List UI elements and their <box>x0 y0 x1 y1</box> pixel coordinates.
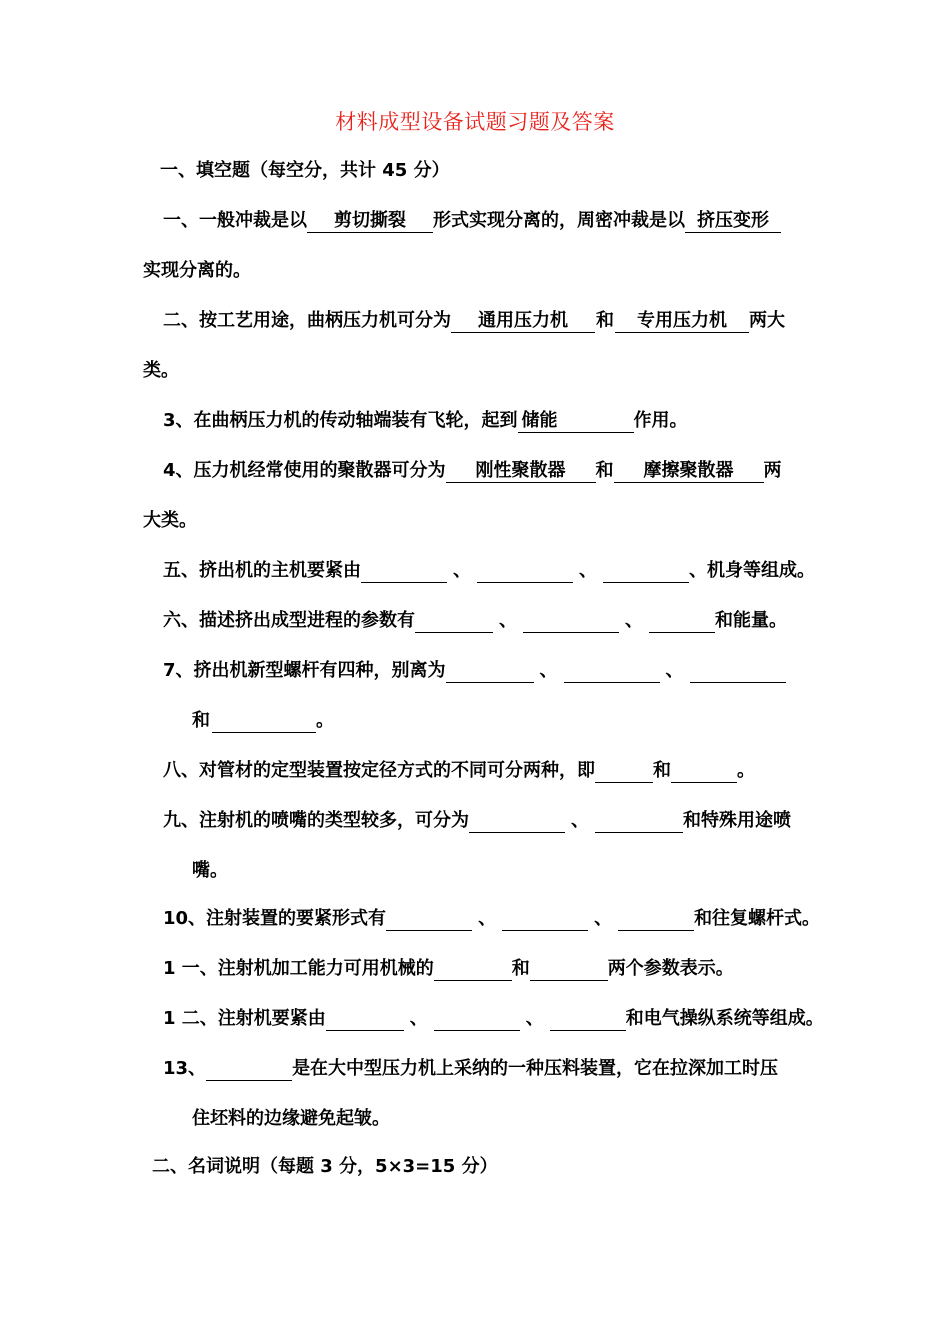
question-6-line <box>163 606 787 636</box>
question-13-text: 是在大中型压力机上采纳的一种压料装置，它在拉深加工时压 <box>292 1058 779 1079</box>
section-2-heading: 二、名词说明（每题 3 分，5×3=15 分） <box>152 1156 498 1177</box>
question-11-line <box>163 954 734 984</box>
question-1-line-2: 实现分离的。 <box>143 260 251 281</box>
question-7-sep-2: 、 <box>665 660 684 681</box>
question-9-blank-2 <box>595 806 683 833</box>
question-5-blank-3 <box>603 556 689 583</box>
question-11-blank-1 <box>434 954 512 981</box>
question-5-blank-1 <box>361 556 447 583</box>
question-7-end: 。 <box>316 710 334 731</box>
question-1-text-2: 形式实现分离的，周密冲裁是以 <box>433 210 685 231</box>
question-9-line-2: 嘴。 <box>192 860 228 881</box>
question-12-text-2: 和电气操纵系统等组成。 <box>625 1008 824 1029</box>
question-8-line <box>163 756 755 786</box>
question-9-line-1 <box>163 806 791 836</box>
question-12-text: 1 二、注射机要紧由 <box>163 1008 326 1029</box>
question-12-blank-2 <box>434 1004 520 1031</box>
question-4-text: 4、压力机经常使用的聚散器可分为 <box>163 460 446 481</box>
question-8-blank-2 <box>671 756 737 783</box>
question-8-end: 。 <box>737 760 755 781</box>
question-4-and: 和 <box>595 460 614 481</box>
question-6-blank-1 <box>415 606 493 633</box>
question-4-line-2: 大类。 <box>143 510 197 531</box>
question-6-sep-1: 、 <box>499 610 517 631</box>
question-2-line-1 <box>163 306 785 336</box>
question-13-blank-1 <box>206 1054 292 1081</box>
question-10-text-2: 和往复螺杆式。 <box>694 908 821 929</box>
question-10-sep-1: 、 <box>478 908 497 929</box>
question-5-line <box>163 556 815 586</box>
question-2-answer-1: 通用压力机 <box>451 306 595 333</box>
question-5-blank-2 <box>477 556 573 583</box>
question-1-text: 一、一般冲裁是以 <box>163 210 307 231</box>
question-5-sep-2: 、 <box>579 560 597 581</box>
question-6-blank-2 <box>523 606 619 633</box>
question-12-sep-2: 、 <box>525 1008 544 1029</box>
question-13-number: 13、 <box>163 1058 207 1079</box>
question-10-sep-2: 、 <box>594 908 613 929</box>
question-8-text: 八、对管材的定型装置按定径方式的不同可分两种，即 <box>163 760 595 781</box>
question-13-line-2: 住坯料的边缘避免起皱。 <box>192 1108 390 1129</box>
question-6-sep-2: 、 <box>625 610 643 631</box>
section-1-heading: 一、填空题（每空分，共计 45 分） <box>160 160 450 181</box>
question-4-answer-2: 摩擦聚散器 <box>614 456 764 483</box>
question-2-answer-2: 专用压力机 <box>615 306 749 333</box>
question-7-sep-1: 、 <box>539 660 558 681</box>
question-9-text: 九、注射机的喷嘴的类型较多，可分为 <box>163 810 469 831</box>
question-13-line-1 <box>163 1054 778 1084</box>
question-9-sep-1: 、 <box>571 810 589 831</box>
question-10-line <box>163 904 820 934</box>
question-3-answer: 储能 <box>518 406 634 433</box>
question-9-text-2: 和特殊用途喷 <box>683 810 791 831</box>
question-7-line-2 <box>192 706 334 736</box>
question-2-text: 二、按工艺用途，曲柄压力机可分为 <box>163 310 451 331</box>
question-7-blank-2 <box>564 656 660 683</box>
question-12-blank-1 <box>326 1004 404 1031</box>
question-4-text-3: 两 <box>763 460 782 481</box>
question-6-text: 六、描述挤出成型进程的参数有 <box>163 610 415 631</box>
question-5-text: 五、挤出机的主机要紧由 <box>163 560 361 581</box>
question-2-line-2: 类。 <box>143 360 179 381</box>
question-11-text: 1 一、注射机加工能力可用机械的 <box>163 958 434 979</box>
question-4-answer-1: 刚性聚散器 <box>446 456 596 483</box>
question-11-text-2: 两个参数表示。 <box>607 958 734 979</box>
question-12-sep-1: 、 <box>409 1008 428 1029</box>
question-1-answer-1: 剪切撕裂 <box>307 206 433 233</box>
question-9-blank-1 <box>469 806 565 833</box>
question-5-text-2: 、机身等组成。 <box>689 560 815 581</box>
question-10-blank-2 <box>502 904 588 931</box>
question-3-text-2: 作用。 <box>633 410 688 431</box>
question-7-and: 和 <box>192 710 210 731</box>
question-3-line <box>163 406 688 436</box>
question-11-and: 和 <box>511 958 530 979</box>
question-8-and: 和 <box>653 760 671 781</box>
document-title: 材料成型设备试题习题及答案 <box>335 110 615 134</box>
question-10-text: 10、注射装置的要紧形式有 <box>163 908 387 929</box>
question-12-line <box>163 1004 824 1034</box>
question-3-text: 3、在曲柄压力机的传动轴端装有飞轮，起到 <box>163 410 518 431</box>
question-10-blank-3 <box>618 904 694 931</box>
question-7-blank-3 <box>690 656 786 683</box>
question-5-sep-1: 、 <box>453 560 471 581</box>
question-2-and: 和 <box>596 310 614 331</box>
question-6-blank-3 <box>649 606 715 633</box>
question-7-text: 7、挤出机新型螺杆有四种，别离为 <box>163 660 446 681</box>
question-11-blank-2 <box>530 954 608 981</box>
question-2-text-3: 两大 <box>749 310 785 331</box>
question-10-blank-1 <box>386 904 472 931</box>
question-8-blank-1 <box>595 756 653 783</box>
question-12-blank-3 <box>550 1004 626 1031</box>
question-4-line-1 <box>163 456 782 486</box>
question-7-blank-1 <box>446 656 534 683</box>
question-1-answer-2: 挤压变形 <box>685 206 781 233</box>
question-1-line-1 <box>163 206 781 236</box>
question-7-line-1 <box>163 656 786 686</box>
question-7-blank-4 <box>212 706 316 733</box>
question-6-text-2: 和能量。 <box>715 610 787 631</box>
